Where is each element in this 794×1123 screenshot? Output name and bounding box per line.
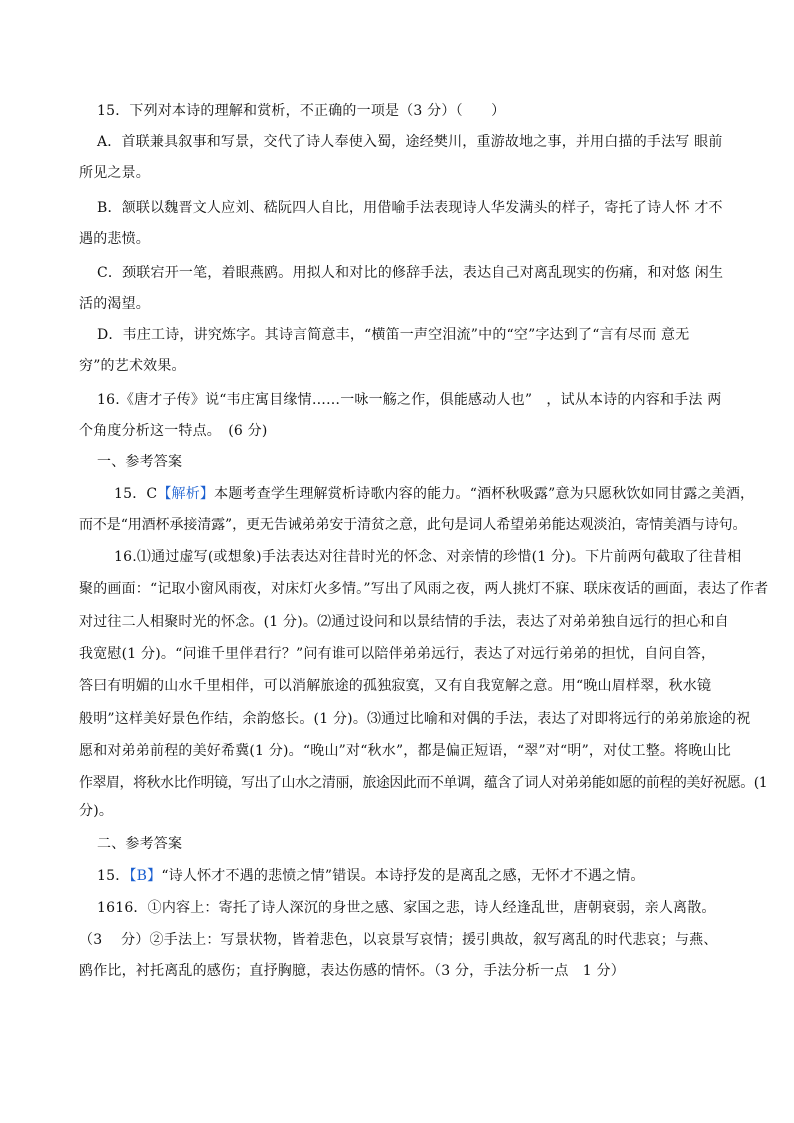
answer1-q16-line5: 答曰有明媚的山水千里相伴，可以消解旅途的孤独寂寞，又有自我宽解之意。用“晚山眉样翠，秋水镜 bbox=[79, 678, 712, 694]
answer1-q16-line6: 般明”这样美好景色作结，余韵悠长。(1 分)。⑶通过比喻和对偶的手法，表达了对即将远行的弟弟旅途的祝 bbox=[79, 711, 751, 727]
answer1-q16-line1: 16.⑴通过虚写(或想象)手法表达对往昔时光的怀念、对亲情的珍惜(1 分)。下片前两句截取了往昔相 bbox=[114, 549, 742, 565]
answer1-q15-line2: 而不是“用酒杯承接清露”，更无告诫弟弟安于清贫之意，此句是词人希望弟弟能达观淡泊，寄情美酒与诗句。 bbox=[79, 517, 747, 533]
q15-option-a-line1: A．首联兼具叙事和写景，交代了诗人奉使入蜀，途经樊川，重游故地之事，并用白描的手法写 眼前 bbox=[97, 134, 723, 150]
answer1-heading: 一、参考答案 bbox=[97, 454, 183, 470]
q15-option-b-line1: B．颔联以魏晋文人应刘、嵇阮四人自比，用借喻手法表现诗人华发满头的样子，寄托了诗人怀 才不 bbox=[97, 200, 723, 216]
answer-option-tag: 【B】 bbox=[129, 868, 162, 884]
q15-option-a-line2: 所见之景。 bbox=[79, 165, 150, 181]
answer2-q16-line1: 1616．①内容上：寄托了诗人深沉的身世之感、家国之悲，诗人经逢乱世，唐朝衰弱，亲人离散。 bbox=[97, 900, 716, 916]
q16-stem-line2: 个角度分析这一特点。 (6 分) bbox=[79, 423, 268, 439]
answer2-q15: 15．【B】“诗人怀才不遇的悲愤之情”错误。本诗抒发的是离乱之感，无怀才不遇之情。 bbox=[97, 868, 645, 884]
q15-option-c-line1: C．颈联宕开一笔，着眼燕鸥。用拟人和对比的修辞手法，表达自己对离乱现实的伤痛，和对悠 闲生 bbox=[97, 265, 724, 281]
answer2-q16-line2: （3 分）②手法上：写景状物，皆着悲色，以哀景写哀情；援引典故，叙写离乱的时代悲哀；与燕、 bbox=[79, 932, 718, 948]
answer2-q16-line3: 鸥作比，衬托离乱的感伤；直抒胸臆，表达伤感的情怀。（3 分，手法分析一点 1 分） bbox=[79, 963, 625, 979]
answer1-q16-line2: 聚的画面：“记取小窗风雨夜，对床灯火多情。”写出了风雨之夜，两人挑灯不寐、联床夜话的画面，表达了作者 bbox=[79, 581, 769, 597]
q15-option-b-line2: 遇的悲愤。 bbox=[79, 231, 150, 247]
answer1-q15-line1: 15．C【解析】本题考查学生理解赏析诗歌内容的能力。“酒杯秋吸露”意为只愿秋饮如同甘露之美酒， bbox=[114, 486, 755, 502]
answer1-q16-line8: 作翠眉，将秋水比作明镜，写出了山水之清丽，旅途因此而不单调，蕴含了词人对弟弟能如愿的前程的美好祝愿。(1 bbox=[79, 775, 768, 791]
q15-stem: 15．下列对本诗的理解和赏析，不正确的一项是（3 分）（ ） bbox=[97, 103, 506, 119]
answer1-q16-line4: 我宽慰(1 分)。“问谁千里伴君行？”问有谁可以陪伴弟弟远行，表达了对远行弟弟的担忧，自问自答， bbox=[79, 646, 716, 662]
q16-stem-line1: 16.《唐才子传》说“韦庄寓目缘情……一咏一觞之作，俱能感动人也” ，试从本诗的内容和手法 两 bbox=[97, 392, 722, 408]
q15-option-d-line2: 穷”的艺术效果。 bbox=[79, 358, 186, 374]
answer2-heading: 二、参考答案 bbox=[97, 836, 183, 852]
answer1-q16-line3: 对过往二人相聚时光的怀念。(1 分)。⑵通过设问和以景结情的手法，表达了对弟弟独自远行的担心和自 bbox=[79, 614, 729, 630]
q15-option-d-line1: D．韦庄工诗，讲究炼字。其诗言简意丰，“横笛一声空泪流”中的“空”字达到了“言有尽而 意无 bbox=[97, 327, 690, 343]
answer1-q16-line7: 愿和对弟弟前程的美好希冀(1 分)。“晚山”对“秋水”，都是偏正短语，“翠”对“明”，对仗工整。将晚山比 bbox=[79, 743, 731, 759]
q15-option-c-line2: 活的渴望。 bbox=[79, 296, 150, 312]
analysis-tag: 【解析】 bbox=[157, 486, 215, 502]
answer1-q16-line9: 分)。 bbox=[79, 803, 114, 819]
